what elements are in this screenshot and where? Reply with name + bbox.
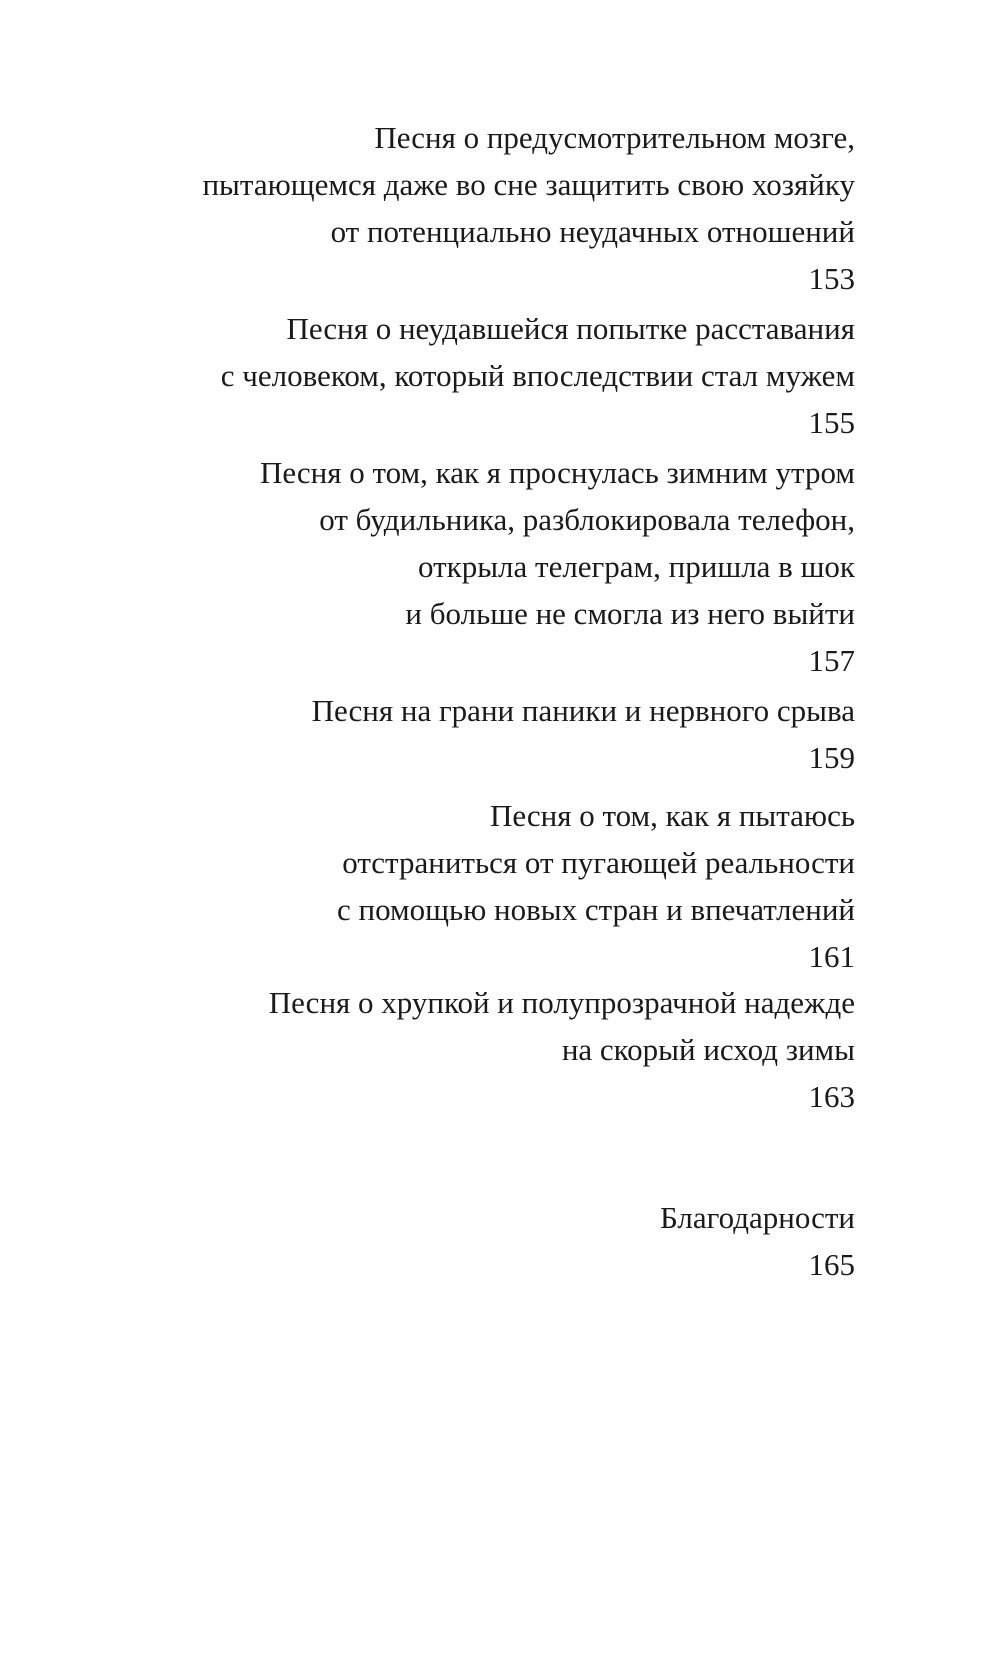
toc-entry-title-line: открыла телеграм, пришла в шок: [418, 549, 855, 584]
toc-entry-page-number: 163: [808, 1079, 855, 1114]
toc-entry-title: [95, 1194, 855, 1241]
toc-entry-title: [95, 449, 855, 637]
toc-entry-title-line: Песня о том, как я проснулась зимним утром: [259, 455, 855, 490]
toc-entry-page-number: 159: [808, 740, 855, 775]
toc-entry-page-number: 165: [808, 1247, 855, 1282]
toc-entry-title-line: пытающемся даже во сне защитить свою хозяйку: [202, 167, 855, 202]
toc-entry-title: [95, 687, 855, 734]
toc-entry-title-line: от будильника, разблокировала телефон,: [319, 502, 855, 537]
toc-entry-page-number: 157: [808, 643, 855, 678]
toc-entry-title-line: Песня о том, как я пытаюсь: [489, 798, 855, 833]
toc-entry-title: [95, 792, 855, 933]
toc-entry-title-line: с человеком, который впоследствии стал мужем: [220, 358, 855, 393]
toc-entry-title-line: Песня о неудавшейся попытке расставания: [286, 311, 855, 346]
toc-entry-title-line: с помощью новых стран и впечатлений: [336, 892, 855, 927]
toc-entry-title: [95, 979, 855, 1073]
toc-entry-title-line: Песня о предусмотрительном мозге,: [374, 120, 855, 155]
toc-entry-page-number: 161: [808, 939, 855, 974]
toc-entry: [95, 305, 855, 446]
toc-entry-page-number: 155: [808, 405, 855, 440]
toc-entry-title-line: на скорый исход зимы: [561, 1032, 855, 1067]
toc-entry-title: [95, 305, 855, 399]
toc-entry: [95, 1194, 855, 1288]
toc-entry: [95, 687, 855, 781]
toc-entry-title-line: Песня о хрупкой и полупрозрачной надежде: [268, 985, 855, 1020]
toc-entry: [95, 449, 855, 684]
toc-entry-page-number: 153: [808, 261, 855, 296]
toc-entry: [95, 792, 855, 980]
toc-entry-title-line: Благодарности: [660, 1200, 855, 1235]
toc-entry-title: [95, 114, 855, 255]
toc-entry-title-line: отстраниться от пугающей реальности: [342, 845, 855, 880]
toc-entry-title-line: от потенциально неудачных отношений: [330, 214, 855, 249]
toc-entry-title-line: Песня на грани паники и нервного срыва: [311, 693, 855, 728]
toc-entry-title-line: и больше не смогла из него выйти: [405, 596, 855, 631]
toc-entry: [95, 979, 855, 1120]
toc-entry: [95, 114, 855, 302]
